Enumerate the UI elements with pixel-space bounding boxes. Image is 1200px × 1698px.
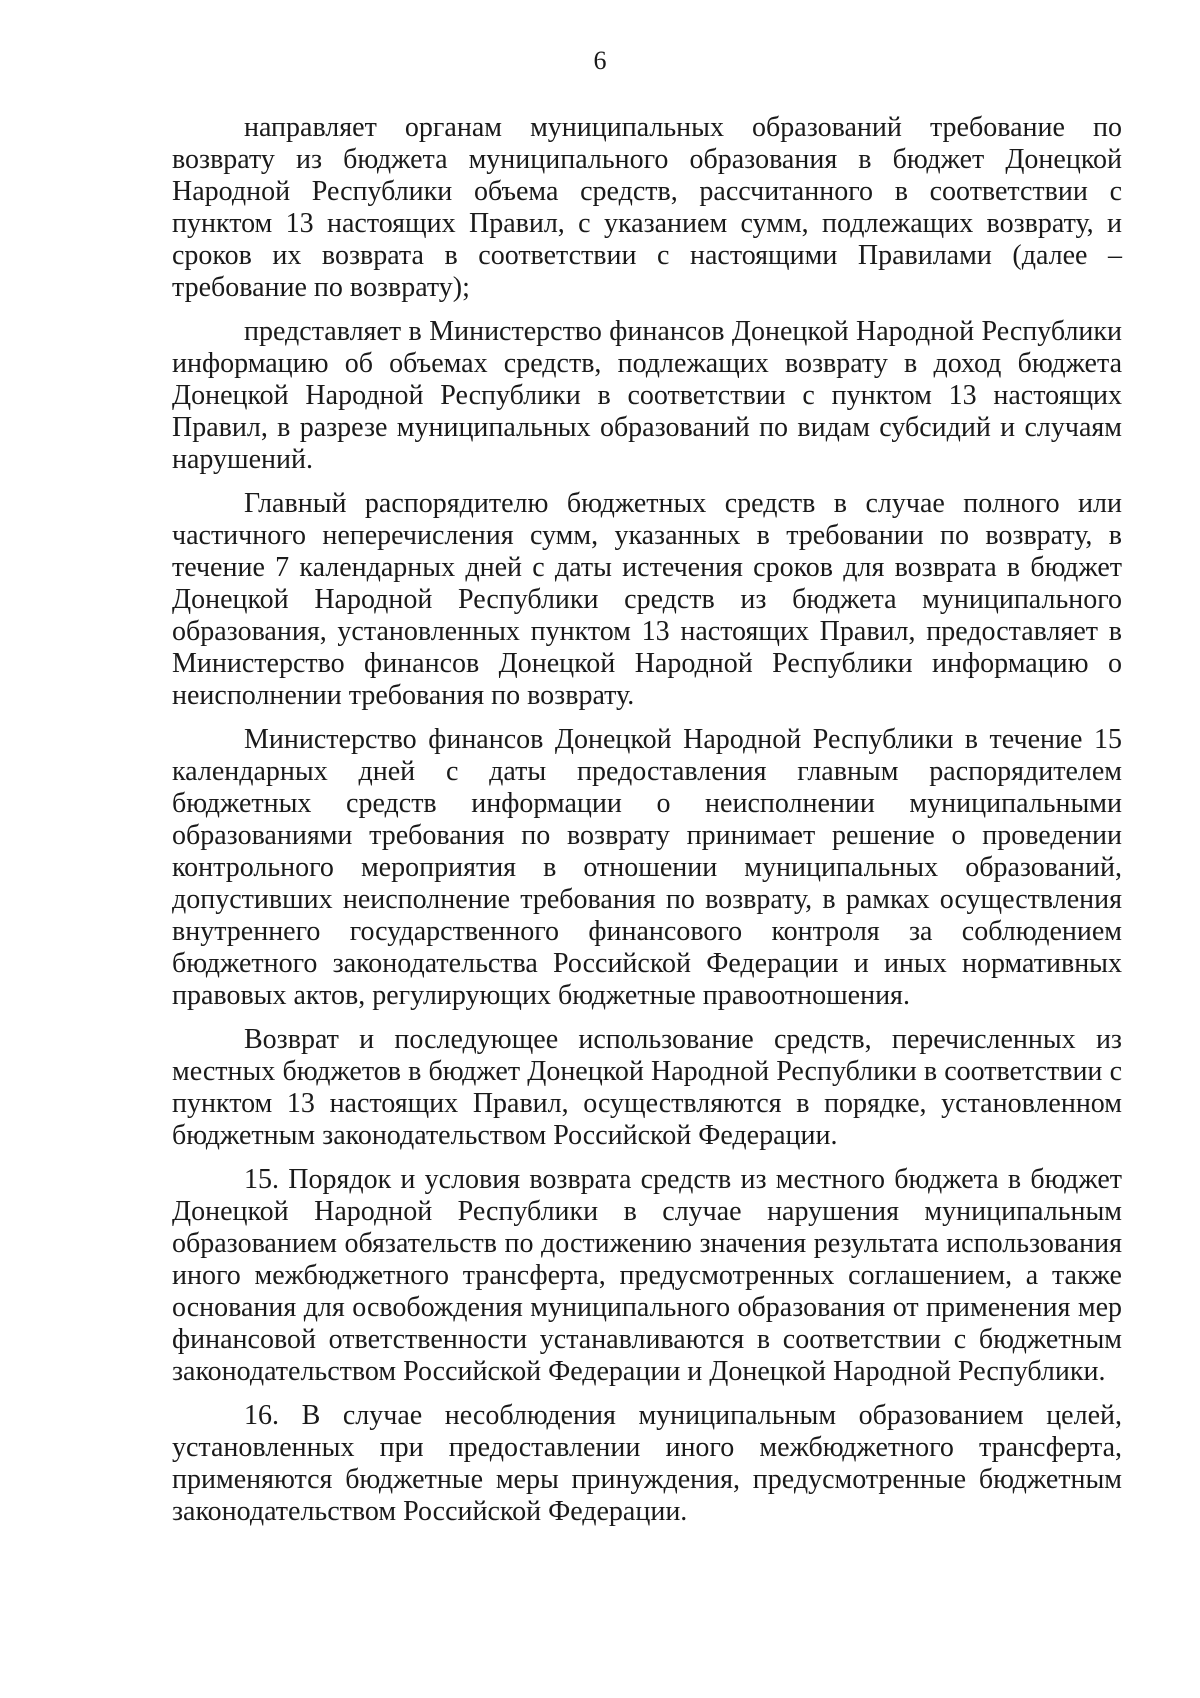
paragraph-non-transfer: Главный распорядителю бюджетных средств в случае полного или частичного неперечисления сумм, указанных в требовании по возврату, в течение 7 календарных дней с даты истечения сроков для возврата в бюджет Донецкой Народной Республики средств из бюджета муниципального образования, установленных пунктом 13 настоящих Правил, предоставляет в Министерство финансов Донецкой Народной Республики информацию о неисполнении требования по возврату. [172,488,1122,711]
document-body [172,112,1122,1540]
paragraph-control-measure: Министерство финансов Донецкой Народной Республики в течение 15 календарных дней с даты предоставления главным распорядителем бюджетных средств информации о неисполнении муниципальными образованиями требования по возврату принимает решение о проведении контрольного мероприятия в отношении муниципальных образований, допустивших неисполнение требования по возврату, в рамках осуществления внутреннего государственного финансового контроля за соблюдением бюджетного законодательства Российской Федерации и иных нормативных правовых актов, регулирующих бюджетные правоотношения. [172,724,1122,1011]
paragraph-ministry-information: представляет в Министерство финансов Донецкой Народной Республики информацию об объемах средств, подлежащих возврату в доход бюджета Донецкой Народной Республики в соответствии с пунктом 13 настоящих Правил, в разрезе муниципальных образований по видам субсидий и случаям нарушений. [172,316,1122,475]
paragraph-return-usage: Возврат и последующее использование средств, перечисленных из местных бюджетов в бюджет Донецкой Народной Республики в соответствии с пунктом 13 настоящих Правил, осуществляются в порядке, установленном бюджетным законодательством Российской Федерации. [172,1024,1122,1151]
paragraph-return-demand: направляет органам муниципальных образований требование по возврату из бюджета муниципального образования в бюджет Донецкой Народной Республики объема средств, рассчитанного в соответствии с пунктом 13 настоящих Правил, с указанием сумм, подлежащих возврату, и сроков их возврата в соответствии с настоящими Правилами (далее – требование по возврату); [172,112,1122,303]
paragraph-item-16: 16. В случае несоблюдения муниципальным образованием целей, установленных при предоставлении иного межбюджетного трансферта, применяются бюджетные меры принуждения, предусмотренные бюджетным законодательством Российской Федерации. [172,1400,1122,1527]
paragraph-item-15: 15. Порядок и условия возврата средств из местного бюджета в бюджет Донецкой Народной Республики в случае нарушения муниципальным образованием обязательств по достижению значения результата использования иного межбюджетного трансферта, предусмотренных соглашением, а также основания для освобождения муниципального образования от применения мер финансовой ответственности устанавливаются в соответствии с бюджетным законодательством Российской Федерации и Донецкой Народной Республики. [172,1164,1122,1387]
page-number: 6 [593,46,607,75]
